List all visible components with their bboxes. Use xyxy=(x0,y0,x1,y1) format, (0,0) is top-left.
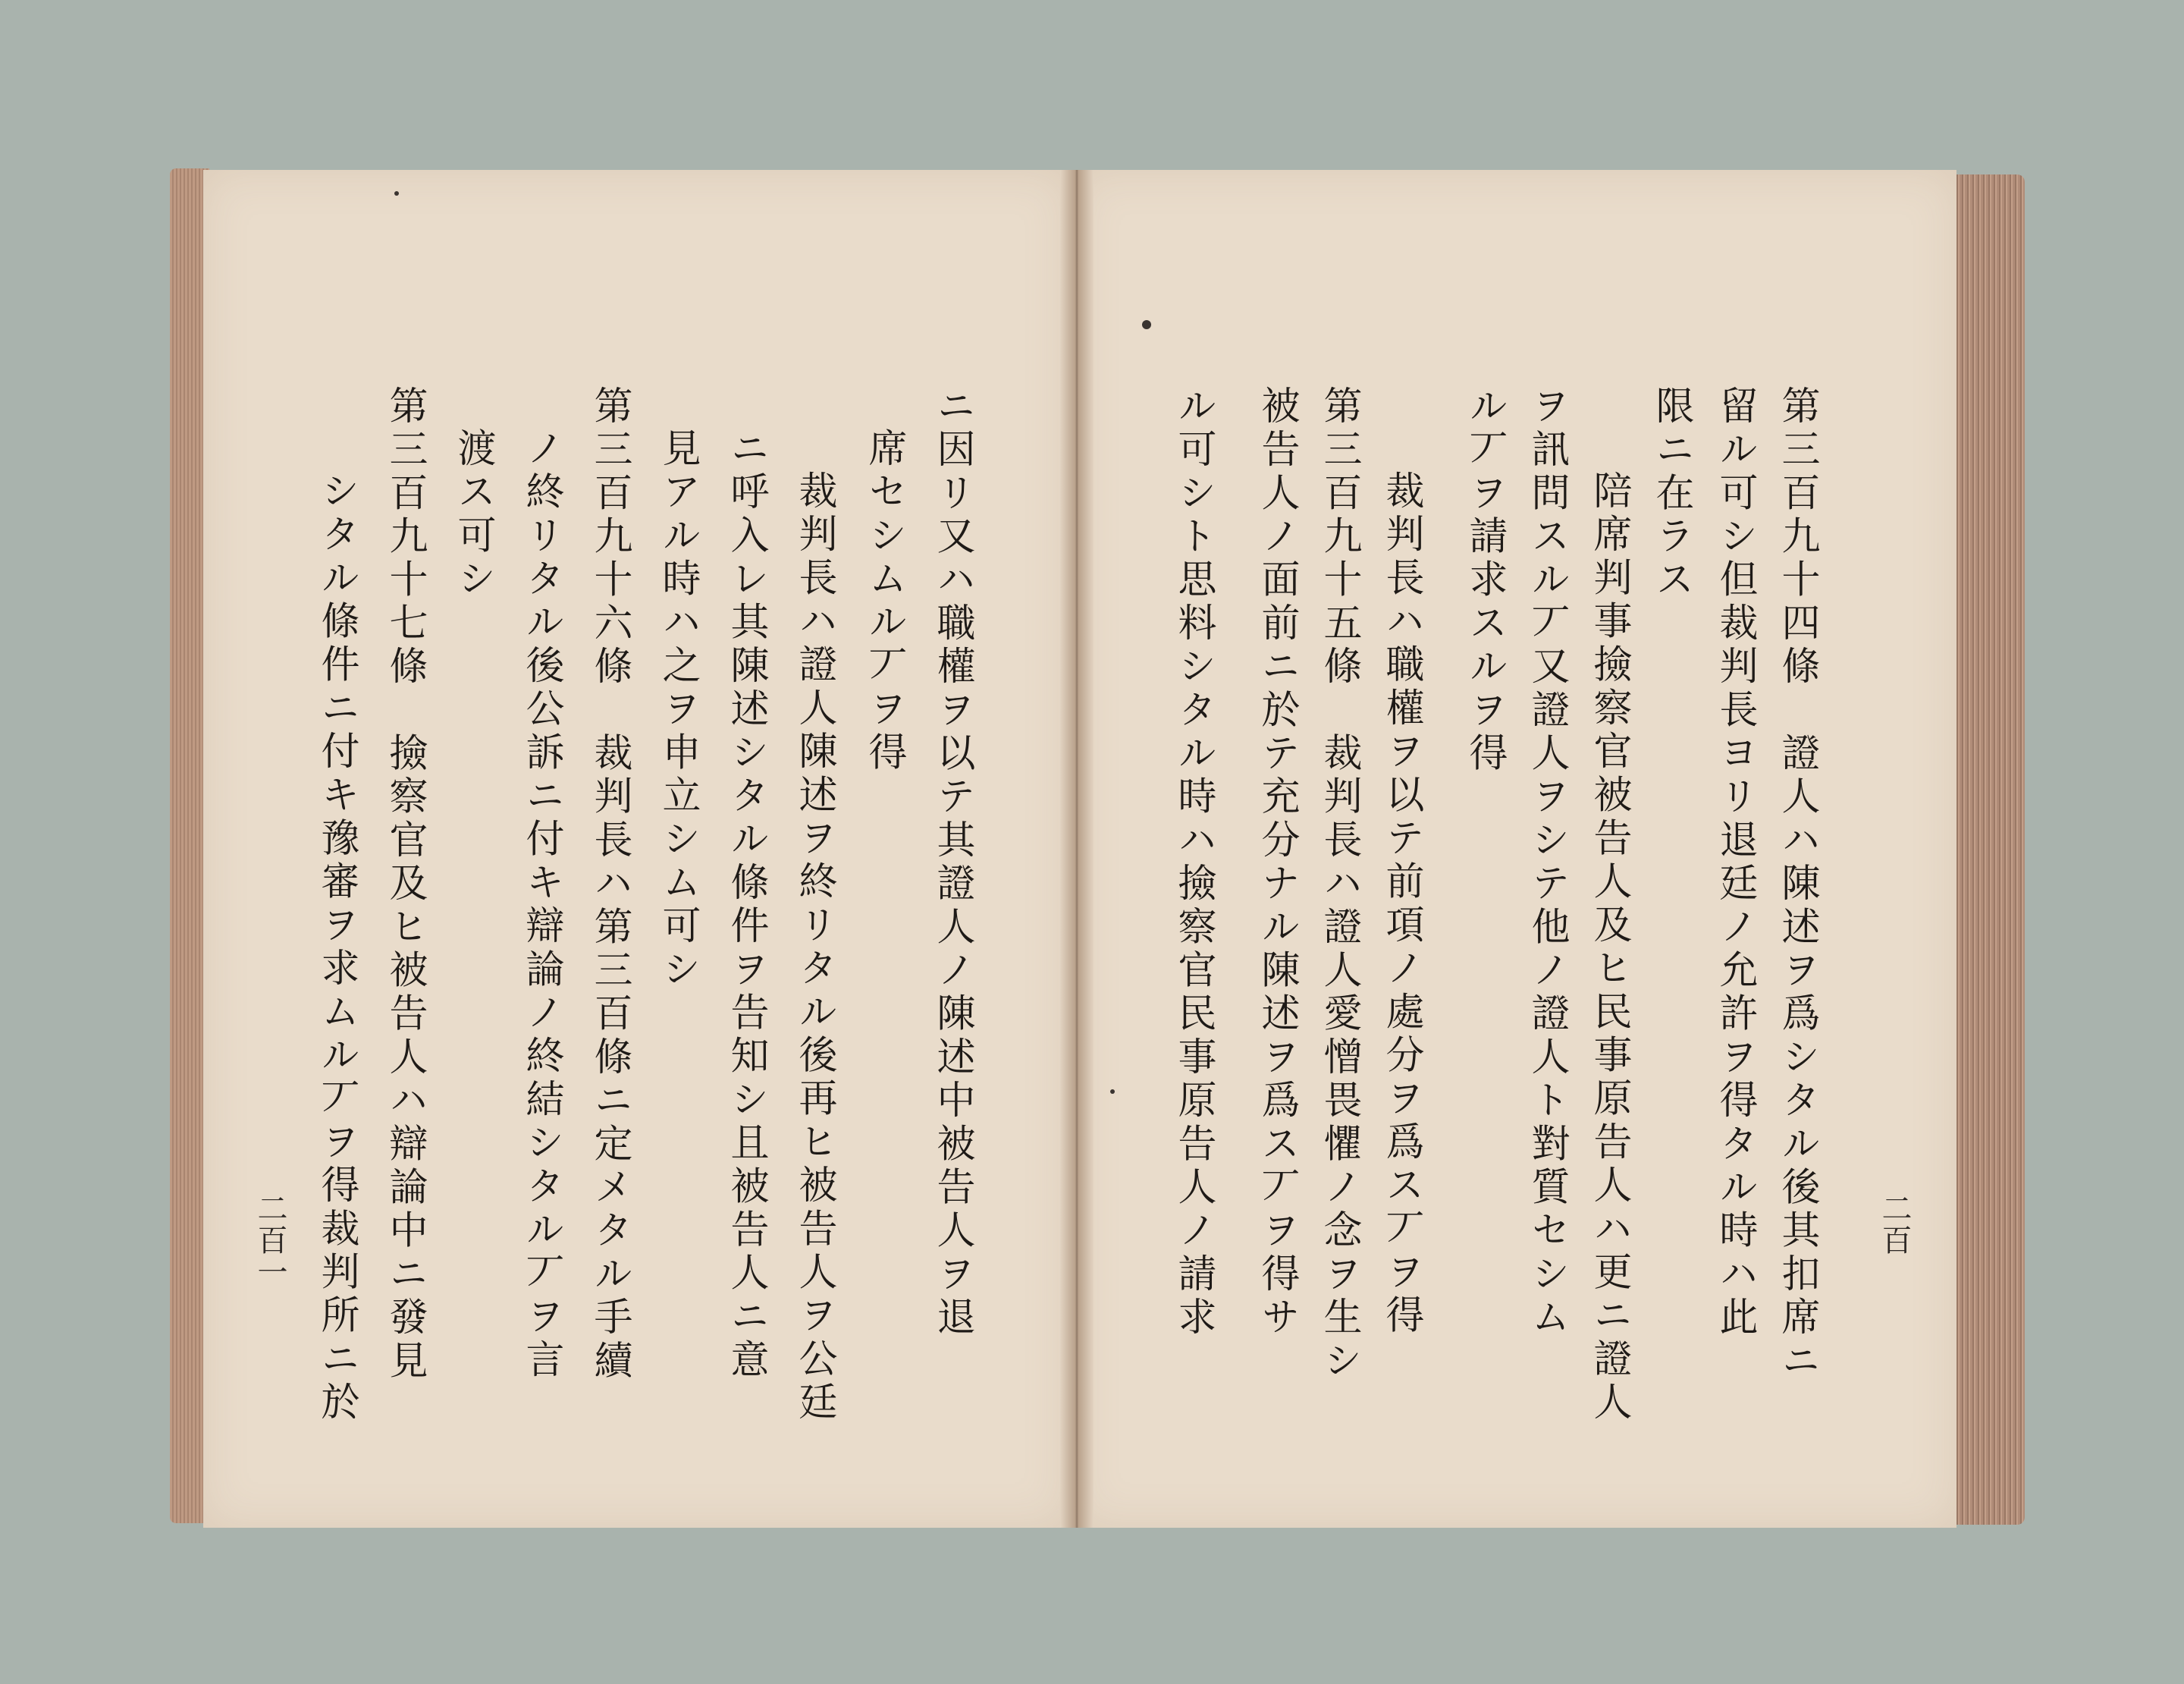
left-page-column-5: 見アル時ハ之ヲ申立シム可シ xyxy=(655,428,700,992)
left-page-column-1: ニ因リ又ハ職權ヲ以テ其證人ノ陳述中被告人ヲ退 xyxy=(930,385,974,1340)
left-page-column-10: シタル條件ニ付キ豫審ヲ求ムル丆ヲ得裁判所ニ於 xyxy=(314,470,359,1425)
right-page-column-4: 陪席判事撿察官被告人及ヒ民事原告人ハ更ニ證人 xyxy=(1586,470,1631,1425)
right-page-number: 二百 xyxy=(1877,1192,1912,1256)
right-page-column-5: ヲ訊問スル丆又證人ヲシテ他ノ證人ト對質セシム xyxy=(1524,385,1569,1340)
book-gutter xyxy=(1060,170,1094,1528)
left-page-column-7: ノ終リタル後公訴ニ付キ辯論ノ終結シタル丆ヲ言 xyxy=(519,428,563,1383)
right-page-column-10: ル可シト思料シタル時ハ撿察官民事原告人ノ請求 xyxy=(1171,385,1216,1340)
left-page-column-2: 席セシムル丆ヲ得 xyxy=(861,428,906,775)
left-page-column-4: ニ呼入レ其陳述シタル條件ヲ告知シ且被告人ニ意 xyxy=(723,428,768,1383)
right-page-column-1: 第三百九十四條 證人ハ陳述ヲ爲シタル後其扣席ニ xyxy=(1774,385,1819,1384)
right-page-column-9: 被告人ノ面前ニ於テ充分ナル陳述ヲ爲ス丆ヲ得サ xyxy=(1254,385,1299,1340)
paper-speck xyxy=(1110,1089,1115,1094)
left-page-column-9: 第三百九十七條 撿察官及ヒ被告人ハ辯論中ニ發見 xyxy=(382,385,427,1384)
paper-speck xyxy=(1142,320,1151,329)
left-page-column-3: 裁判長ハ證人陳述ヲ終リタル後再ヒ被告人ヲ公廷 xyxy=(792,470,836,1425)
paper-speck xyxy=(394,191,399,196)
right-page-column-7: 裁判長ハ職權ヲ以テ前項ノ處分ヲ爲ス丆ヲ得 xyxy=(1379,470,1423,1338)
right-page-edges xyxy=(1949,174,2025,1525)
left-page-number: 二百一 xyxy=(253,1192,287,1288)
right-page-column-2: 留ル可シ但裁判長ヨリ退廷ノ允許ヲ得タル時ハ此 xyxy=(1712,385,1757,1340)
right-page-column-8: 第三百九十五條 裁判長ハ證人愛憎畏懼ノ念ヲ生シ xyxy=(1316,385,1361,1384)
left-page-column-8: 渡ス可シ xyxy=(450,428,495,602)
right-page-column-6: ル丆ヲ請求スルヲ得 xyxy=(1462,385,1507,776)
left-page-column-6: 第三百九十六條 裁判長ハ第三百條ニ定メタル手續 xyxy=(587,385,632,1384)
right-page-column-3: 限ニ在ラス xyxy=(1649,385,1693,602)
